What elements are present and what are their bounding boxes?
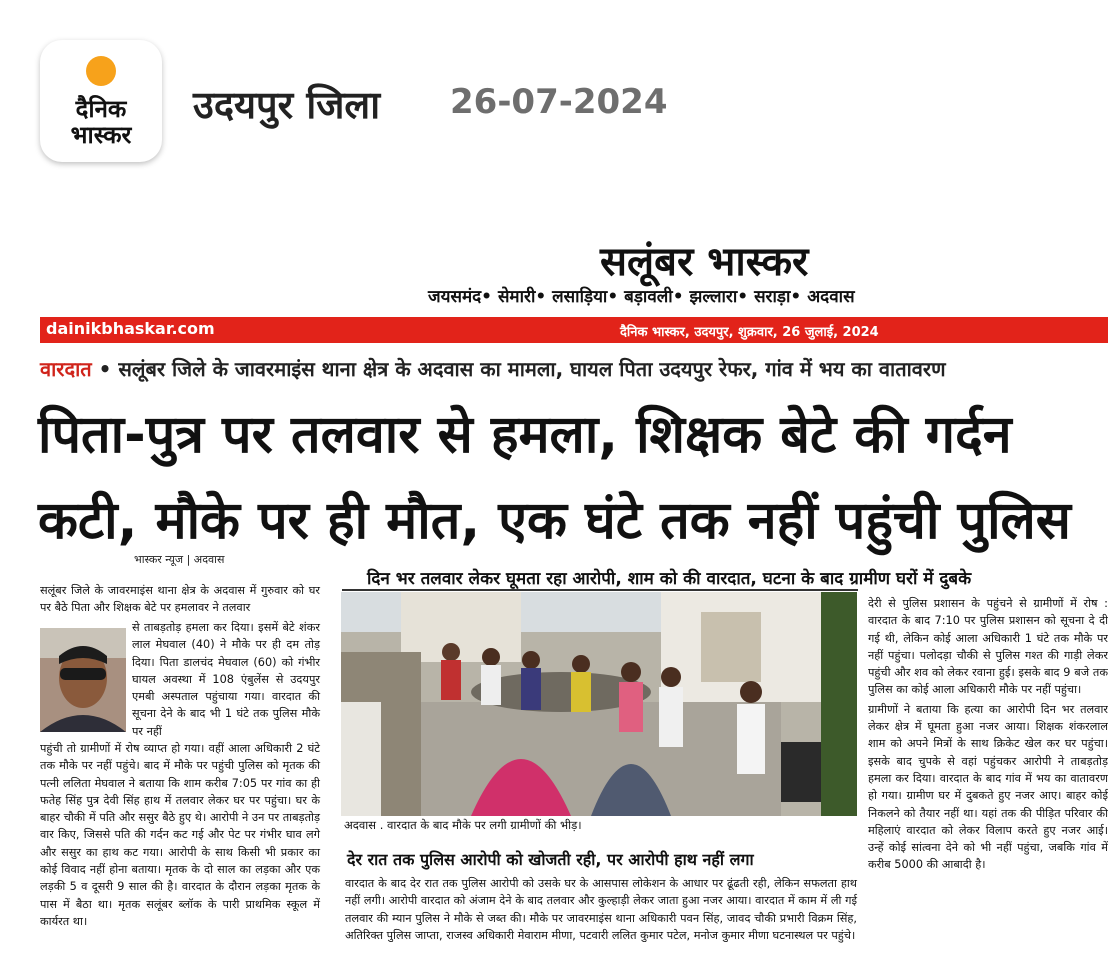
- crowd-scene-image: [341, 592, 857, 816]
- headline-line2: कटी, मौके पर ही मौत, एक घंटे तक नहीं पहुंची पुलिस: [38, 491, 1071, 551]
- column-1-wrap: से ताबड़तोड़ हमला कर दिया। इसमें बेटे शंकर लाल मेघवाल (40) ने मौके पर ही दम तोड़ दिया। पिता डालचंद मेघवाल (60) को गंभीर घायल अवस्था में 108 एंबुलेंस से उदयपुर एमबी अस्पताल पहुंचाया गया। वारदात की सूचना देने के बाद भी 1 घंटे तक पुलिस मौके पर नहीं: [132, 621, 320, 738]
- portrait-image: [40, 628, 126, 732]
- column-2-body: वारदात के बाद देर रात तक पुलिस आरोपी को उसके घर के आसपास लोकेशन के आधार पर ढूंढती रही, लेकिन सफलता हाथ नहीं लगी। आरोपी वारदात को अंजाम देने के बाद तलवार और कुल्हाड़ी लेकर जाता हुआ नजर आया। वारदात में काम में ली गई तलवार की म्यान पुलिस ने मौके से जब्त की। मौके पर जावरमाइंस थाना अधिकारी पवन सिंह, जावद चौकी प्रभारी विक्रम सिंह, अतिरिक्त पुलिस जाप्ता, राजस्व अधिकारी मेवाराम मीणा, पटवारी ललित कुमार पटेल, मनोज कुमार मीणा घटनास्थल पर पहुंचे।: [345, 877, 857, 942]
- column-3-para-1: देरी से पुलिस प्रशासन के पहुंचने से ग्रामीणों में रोष : वारदात के बाद 7:10 पर पुलिस प्रशासन को सूचना दे दी गई थी, लेकिन कोई आला अधिकारी 1 घंटे तक मौके पर नहीं पहुंचा। पलोदड़ा चौकी से पुलिस गश्त की गाड़ी लेकर पहुंची और शव को लेकर रवाना हुई। इसके बाद 9 बजे तक पुलिस का कोई आला अधिकारी मौके पर नहीं पहुंचा।: [868, 597, 1108, 697]
- headline-line1: पिता-पुत्र पर तलवार से हमला, शिक्षक बेटे की गर्दन: [38, 405, 1012, 465]
- sun-icon: [86, 56, 116, 86]
- kicker-text: • सलूंबर जिले के जावरमाइंस थाना क्षेत्र के अदवास का मामला, घायल पिता उदयपुर रेफर, गांव में भय का वातावरण: [98, 357, 946, 381]
- crowd-photo: [341, 592, 857, 816]
- column-3: [868, 595, 1108, 876]
- site-url: dainikbhaskar.com: [46, 319, 215, 338]
- kicker: [40, 355, 946, 382]
- dainik-bhaskar-logo: [40, 40, 162, 162]
- column-3-para-2: ग्रामीणों ने बताया कि हत्या का आरोपी दिन भर तलवार लेकर क्षेत्र में घूमता हुआ नजर आया। शिक्षक शंकरलाल शाम को अपने मित्रों के साथ क्रिकेट खेल कर घर पहुंचा। इसके बाद चुपके से वहां पहुंचकर आरोपी ने ताबड़तोड़ हमला कर दिया। वारदात के बाद गांव में भय का वातावरण हो गया। ग्रामीण घर में दुबकते हुए नजर आए। बाहर कोई निकलने को तैयार नहीं था। यहां तक की पीड़ित परिवार की महिलाएं वारदात को लेकर विलाप करते हुए नजर आई। उन्हें कोई सांत्वना देने को भी नहीं पहुंचा, जबकि गांव में करीब 5000 की आबादी है।: [868, 702, 1108, 872]
- dateline: दैनिक भास्कर, उदयपुर, शुक्रवार, 26 जुलाई, 2024: [620, 325, 879, 340]
- edition-date: 26-07-2024: [450, 82, 668, 122]
- headline: [38, 392, 1108, 564]
- edition-places: जयसमंद• सेमारी• लसाड़िया• बड़ावली• झल्लारा• सराड़ा• अदवास: [428, 287, 855, 307]
- column-1-body: पहुंची तो ग्रामीणों में रोष व्याप्त हो गया। वहीं आला अधिकारी 2 घंटे तक मौके पर नहीं पहुंचे। बाद में मौके पर पहुंची पुलिस को मृतक की पत्नी ललिता मेघवाल ने बताया कि शाम करीब 7:05 पर गांव का ही फतेह सिंह पुत्र देवी सिंह हाथ में तलवार लेकर घर पर पहुंचा। घर के बाहर चौकी में पति और ससुर बैठे हुए थे। आरोपी ने उन पर ताबड़तोड़ वार किए, जिससे पति की गर्दन कट गई और पेट पर गंभीर घाव लगे और ससुर का हाथ कट गया। आरोपी के साथ किसी भी प्रकार का कोई विवाद नहीं होना बताया। मृतक के दो साल का लड़का और एक लड़की 5 व दूसरी 9 साल की है। वारदात के दौरान लड़का मृतक के पास में बैठा था। मृतक सलूंबर ब्लॉक के पारी प्राथमिक स्कूल में कार्यरत था।: [40, 742, 320, 928]
- district-title: उदयपुर जिला: [193, 83, 381, 127]
- kicker-label: वारदात: [40, 357, 92, 381]
- column-1-intro: सलूंबर जिले के जावरमाइंस थाना क्षेत्र के अदवास में गुरुवार को घर पर बैठे पिता और शिक्षक बेटे पर हमलावर ने तलवार: [40, 584, 320, 615]
- photo-caption: अदवास . वारदात के बाद मौके पर लगी ग्रामीणों की भीड़।: [344, 818, 582, 832]
- rule: [342, 589, 858, 591]
- subheading-1: दिन भर तलवार लेकर घूमता रहा आरोपी, शाम को की वारदात, घटना के बाद ग्रामीण घरों में दुबके: [367, 569, 972, 589]
- logo-text-line1: दैनिक: [75, 95, 127, 123]
- column-1-top: [40, 582, 320, 617]
- subheading-2: देर रात तक पुलिस आरोपी को खोजती रही, पर आरोपी हाथ नहीं लगा: [347, 850, 754, 869]
- edition-title: सलूंबर भास्कर: [600, 239, 809, 285]
- victim-photo: [40, 628, 126, 732]
- logo-text-line2: भास्कर: [70, 121, 132, 149]
- byline: भास्कर न्यूज | अदवास: [134, 553, 225, 566]
